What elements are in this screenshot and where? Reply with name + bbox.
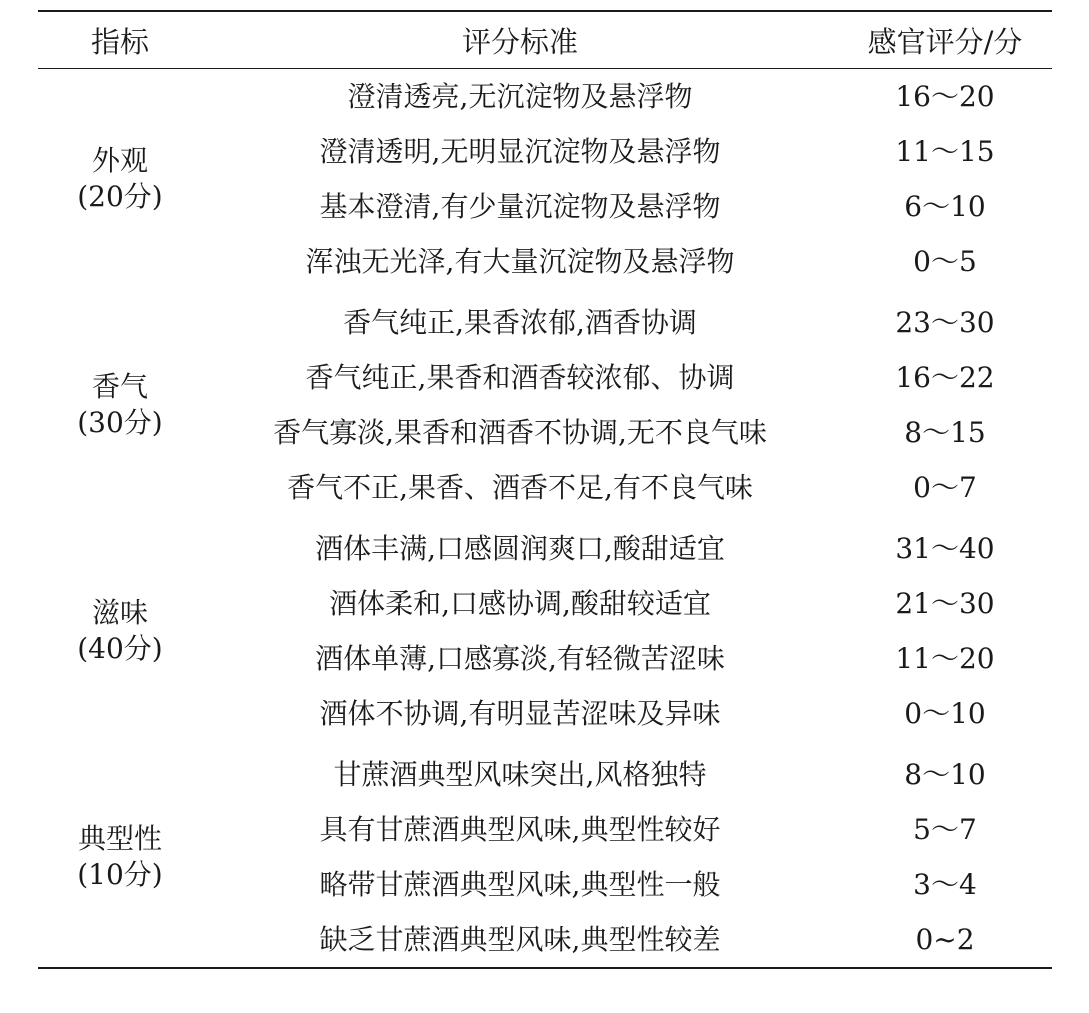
- sensory-score-table-container: [38, 10, 1052, 969]
- indicator-name: 香气: [91, 369, 148, 403]
- criterion-cell: 酒体不协调,有明显苦涩味及异味: [319, 696, 721, 730]
- score-cell: 23～30: [895, 305, 995, 339]
- score-cell: 3～4: [913, 867, 977, 901]
- indicator-cell: [38, 289, 202, 515]
- criterion-cell: 香气不正,果香、酒香不足,有不良气味: [287, 470, 753, 504]
- table-row: [38, 289, 1052, 350]
- indicator-points: (40分): [77, 632, 163, 665]
- criterion-cell: 澄清透明,无明显沉淀物及悬浮物: [319, 134, 721, 168]
- indicator-points: (10分): [77, 858, 163, 891]
- table-header: [38, 11, 1052, 69]
- score-cell: 5～7: [913, 812, 977, 846]
- indicator-points: (30分): [77, 406, 163, 439]
- indicator-name: 外观: [91, 143, 148, 177]
- score-cell: 8～10: [904, 757, 986, 791]
- table-body: [38, 69, 1052, 969]
- table-row: [38, 69, 1052, 125]
- criterion-cell: 缺乏甘蔗酒典型风味,典型性较差: [202, 912, 838, 968]
- criterion-cell: 基本澄清,有少量沉淀物及悬浮物: [319, 189, 721, 223]
- score-cell: 0～5: [913, 244, 977, 278]
- score-cell: 0~2: [838, 912, 1052, 968]
- criterion-cell: 略带甘蔗酒典型风味,典型性一般: [319, 867, 721, 901]
- criterion-cell: 香气寡淡,果香和酒香不协调,无不良气味: [273, 415, 767, 449]
- criterion-cell: 浑浊无光泽,有大量沉淀物及悬浮物: [305, 244, 735, 278]
- score-cell: 11～15: [895, 134, 995, 168]
- table-row: [38, 515, 1052, 576]
- indicator-name: 典型性: [77, 821, 162, 855]
- criterion-cell: 澄清透亮,无沉淀物及悬浮物: [347, 79, 693, 113]
- indicator-cell: [38, 741, 202, 968]
- header-score: 感官评分/分: [838, 11, 1052, 69]
- score-cell: 0～10: [904, 696, 986, 730]
- criterion-cell: 香气纯正,果香和酒香较浓郁、协调: [305, 360, 735, 394]
- score-cell: 0～7: [913, 470, 977, 504]
- criterion-cell: 香气纯正,果香浓郁,酒香协调: [343, 305, 697, 339]
- score-cell: 16～20: [895, 79, 995, 113]
- criterion-cell: 具有甘蔗酒典型风味,典型性较好: [319, 812, 721, 846]
- indicator-name: 滋味: [91, 595, 148, 629]
- indicator-cell: [38, 69, 202, 290]
- score-cell: 6～10: [904, 189, 986, 223]
- score-cell: 8～15: [904, 415, 986, 449]
- criterion-cell: 酒体柔和,口感协调,酸甜较适宜: [329, 586, 711, 620]
- sensory-score-table: [38, 10, 1052, 969]
- header-criteria: 评分标准: [202, 11, 838, 69]
- score-cell: 11～20: [895, 641, 995, 675]
- criterion-cell: 甘蔗酒典型风味突出,风格独特: [333, 757, 707, 791]
- score-cell: 31～40: [895, 531, 995, 565]
- indicator-points: (20分): [77, 180, 163, 213]
- criterion-cell: 酒体单薄,口感寡淡,有轻微苦涩味: [315, 641, 725, 675]
- header-row: [38, 11, 1052, 69]
- indicator-cell: [38, 515, 202, 741]
- table-row: [38, 741, 1052, 802]
- header-indicator: 指标: [38, 11, 202, 69]
- score-cell: 21～30: [895, 586, 995, 620]
- score-cell: 16～22: [895, 360, 995, 394]
- criterion-cell: 酒体丰满,口感圆润爽口,酸甜适宜: [315, 531, 725, 565]
